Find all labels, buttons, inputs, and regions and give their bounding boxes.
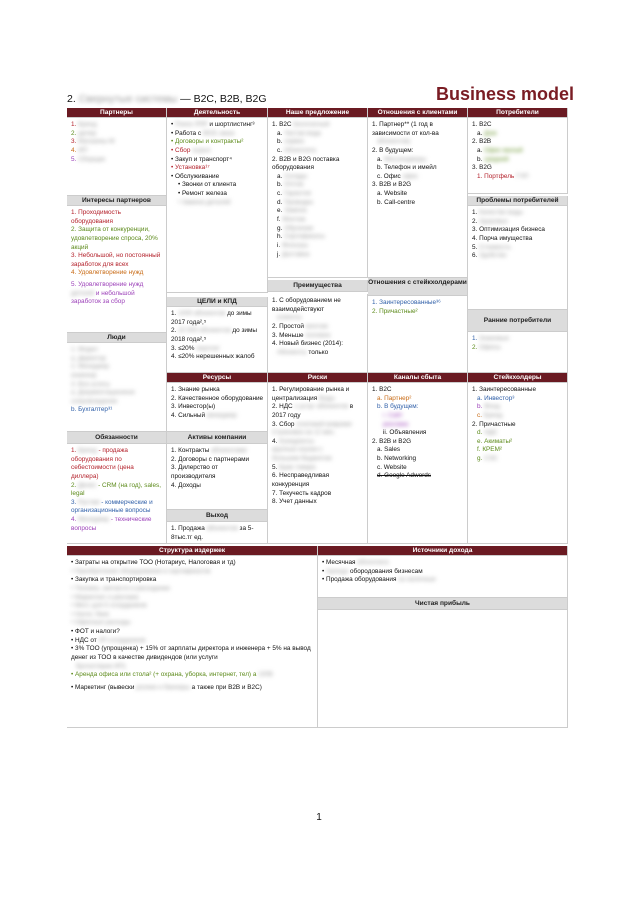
duties-header: Обязанности — [67, 432, 167, 444]
exit-list: 1. Продажа абонентов за 5-8тыс.тг ед. — [167, 522, 268, 544]
relation-2b: b. Телефон и имейл — [377, 164, 437, 172]
interest-5-detail: и небольшой заработок за сбор — [71, 289, 135, 306]
cost-7-detail: а также при B2B и B2C) — [191, 683, 262, 691]
value-2d: d. — [277, 198, 283, 206]
value-2: 2. B2B и B2G поставка оборудования — [272, 155, 340, 172]
risks-header: Риски — [268, 373, 368, 383]
stakeholders-header: Стейкхолдеры — [468, 373, 568, 383]
goal-2: до зимы 2018 года²,⁵ — [171, 327, 257, 343]
stakeholder-1: 1. Заинтересованные — [472, 386, 537, 393]
value-2e: e. — [277, 207, 283, 215]
resource-3: 3. Инвестор(ы) — [171, 403, 216, 411]
cost-3: ФОТ и налоги? — [75, 628, 120, 636]
revenue-header: Источники дохода — [318, 546, 568, 556]
revenue-3: Продажа оборудования — [326, 576, 397, 584]
interest-4: 4. Удовлетворение нужд — [71, 269, 144, 277]
risk-4: 4. — [272, 437, 278, 445]
problem-2: 2. — [472, 217, 478, 225]
value-2a: a. — [277, 172, 283, 180]
problem-4: 4. Порча имущества — [472, 234, 533, 242]
profit-body — [318, 610, 568, 728]
consumer-3-1: 1. Портфель — [477, 172, 515, 180]
stakeholder-1c: c. — [477, 411, 482, 419]
resources-header: Ресурсы — [167, 373, 268, 383]
risk-2: 2. НДС — [272, 403, 293, 411]
activity-1: и шортлистинг³ — [209, 121, 255, 128]
consumers-list: 1. B2C a. Дом 2. B2B a. Офис малый b. средний 3. B2G 1. Портфель ГЧП — [468, 118, 568, 194]
stakeholder-relations-header: Отношения с стейкхолдерами — [368, 278, 468, 296]
consumer-2b: b. — [477, 155, 483, 163]
stakeholder-1b: b. — [477, 403, 483, 411]
relation-3: 3. B2B и B2G — [372, 181, 412, 189]
people-list: 1. Модел a. Директор 2. Менеджер инженер 3. Все штаты a. Документационное сопровождение b. Бухгалтер³¹ — [67, 343, 167, 432]
relation-3b: b. Call-centre — [377, 198, 416, 206]
resource-1: 1. Знание рынка — [171, 386, 220, 393]
value-header: Наше предложение — [268, 108, 368, 118]
value-1a: a. — [277, 129, 283, 137]
advantage-2: 2. Простой — [272, 322, 304, 330]
stakeholder-relations-list — [368, 296, 468, 373]
partners-header: Партнеры — [67, 108, 167, 118]
value-2b: b. — [277, 181, 283, 189]
early-consumer-2: 2. — [472, 343, 478, 351]
activity-3: Договоры и контракты² — [175, 138, 244, 146]
accountant-item: b. Бухгалтер³¹ — [71, 406, 113, 414]
resource-2: 2. Качественное оборудование — [171, 394, 264, 402]
page-subtitle — [67, 93, 267, 105]
duty-1: - продажа оборудования по себестоимости (цена диллера) — [71, 447, 134, 480]
channel-1a: a. Партнер² — [377, 394, 412, 402]
risk-2-detail: в 2017 году — [272, 403, 354, 419]
activity-5: Закуп и транспорт⁴ — [175, 155, 232, 163]
stakeholder-2f: f. КРЕМ² — [477, 446, 503, 454]
cost-6: Аренда офиса или стола² (+ охрана, уборка, интернет, тел) a — [75, 671, 257, 679]
early-consumer-1: 1. — [472, 335, 478, 342]
activities-list: • Поиск ЛПР и шортлистинг³ • Работа с МСБ заказ • Договоры и контракты² • Сбор сырья • Закуп и транспорт⁴ • Установка¹⁷ • Обслуживание • Звонки от клиента • Ремонт железа • Замена деталей — [167, 118, 268, 293]
relation-2a: a. — [377, 155, 383, 163]
partner-5: 5. — [71, 155, 79, 163]
goal-1: до зимы 2017 года²,⁵ — [171, 310, 252, 326]
resources-list: 1. Знание рынка 2. Качественное оборудование 3. Инвестор(ы) 4. Сильный менеджер — [167, 383, 268, 432]
interest-2: 2. Защита от конкуренции, удовлетворение спроса, 20% акций — [71, 226, 158, 251]
stakeholder-2e: e. Акиматы² — [477, 437, 513, 445]
goal-3: 3. ≤20% — [171, 344, 195, 352]
advantage-3: 3. Меньше — [272, 331, 304, 339]
subtitle-blurred: Свернутые системы — [78, 93, 178, 105]
revenue-1: Месячная — [326, 559, 356, 566]
duty-4: - технические вопросы — [71, 516, 152, 532]
relation-2c: c. Офис — [377, 172, 401, 180]
value-1: 1. B2C — [272, 121, 292, 128]
channels-header: Каналы сбыта — [368, 373, 468, 383]
activity-4: Сбор — [175, 146, 191, 154]
advantages-header: Преимущества — [268, 280, 368, 292]
partners-list: 1. Бренд 2. дилер 3. Магазины М 4. ИП 5. Сборщик — [67, 118, 167, 196]
activity-6: Установка¹⁷ — [175, 164, 210, 172]
value-1c: c. — [277, 146, 282, 154]
partner-1: 1. — [71, 121, 79, 128]
cost-7: Маркетинг (вывески — [75, 683, 135, 691]
interest-1: 1. Проходимость оборудования — [71, 209, 121, 225]
consumer-1: 1. B2C — [472, 121, 492, 128]
duties-list: 1. Бренд - продажа оборудования по себестоимости (цена диллера) 2. Денис - CRM (на год), sales, legal 3. Рустам - коммерческие и организационные вопросы 4. Менеджер - технические вопросы — [67, 444, 167, 544]
costs-list: • Затраты на открытие ТОО (Нотариус, Налоговая и тд) • Приобретение оборудования и сертификатов • Закупка и транспортировка • Техника, запчасти и расходники • Маркетинг и реклама • Мест для 5 сотрудников • Налог, банк • Офисные расходы • ФОТ и налоги? • НДС от ЗП сотрудников • 3% ТОО (упрощенка) + 15% от зарплаты директора и инженера + 5% на вывод денег из ТОО в качестве дивидендов (или услуги бухгалтерии ИП) • Аренда офиса или стола² (+ охрана, уборка, интернет, тел) a 100$ • Маркетинг (вывески ролики и баннеры а также при B2B и B2C) — [67, 556, 318, 728]
risk-1: 1. Регулирование рынка и централизация — [272, 386, 350, 402]
asset-1: 1. Контракты — [171, 447, 210, 454]
channel-2: 2. B2B и B2G — [372, 437, 412, 445]
asset-4: 4. Доходы — [171, 481, 201, 489]
early-consumers-list: 1. Знакомые 2. Офисы — [468, 332, 568, 373]
partner-3: 3. — [71, 138, 79, 146]
value-list: 1. B2C Бесплатный a. Чистая вода b. сервис c. Абонплата 2. B2B и B2G поставка оборудования a. Склады b. Оптом c. Гарантия d. Проводка e. Замена f. Монтаж g. Обучение h. Сертификаты i. Фильтры j. Доставка — [268, 118, 368, 278]
value-2c: c. — [277, 190, 282, 198]
advantage-4: 4. Новый бизнес (2014): — [272, 340, 344, 348]
consumer-2a: a. — [477, 146, 483, 154]
channels-list: 1. B2C a. Партнер² b. В будущем: i. Сайт реклама ii. Объявления 2. B2B и B2G a. Sales b. Networking c. Website d. Google Adwords — [368, 383, 468, 544]
activity-7b: Ремонт железа — [182, 190, 227, 198]
early-consumers-header: Ранние потребители — [468, 310, 568, 332]
value-2i: i. — [277, 241, 281, 249]
value-2g: g. — [277, 224, 283, 232]
stakeholder-relation-2: 2. Причастные² — [372, 307, 418, 315]
risk-5: 5. — [272, 463, 278, 471]
consumer-problems-header: Проблемы потребителей — [468, 196, 568, 206]
consumer-2: 2. B2B — [472, 138, 492, 146]
cost-1: Затраты на открытие ТОО (Нотариус, Налоговая и тд) — [75, 559, 236, 566]
relation-2: 2. В будущем: — [372, 146, 414, 154]
channel-2c: c. Website — [377, 463, 407, 471]
advantage-4-detail: только — [308, 348, 329, 356]
asset-3: 3. Дилерство от производителя — [171, 464, 218, 480]
asset-2: 2. Договоры с партнерами — [171, 455, 250, 463]
risk-8: 8. Учет данных — [272, 498, 317, 506]
advantage-1: 1. С оборудованием не взаимодействуют — [272, 297, 341, 313]
revenue-list: • Месячная абонплата • Аренда обородования бизнесам • Продажа оборудования за наличные — [318, 556, 568, 598]
risks-list: 1. Регулирование рынка и централизация Воды 2. НДС с услуг абонентов в 2017 году 3. Сбор платежей вовремя Страховка на 12 мес. 4. Конкуренты крупные игроки с большим бюджетом 5. Брак товара 6. Неспрaведливая конкуренция 7. Текучесть кадров 8. Учет данных — [268, 383, 368, 544]
goal-4: 4. ≤20% нерешенных жалоб — [171, 353, 255, 361]
interest-5: 5. Удовлетворение нужд — [71, 281, 144, 289]
channel-1: 1. B2C — [372, 386, 392, 393]
assets-header: Активы компании — [167, 432, 268, 444]
partner-interests-list: 1. Проходимость оборудования 2. Защита от конкуренции, удовлетворение спроса, 20% акций 3. Небольшой, но постоянный заработок для всех 4. Удовлетворение нужд 5. Удовлетворение нужд детской и небольшой заработок за сбор — [67, 206, 167, 333]
value-2h: h. — [277, 233, 283, 241]
activity-7: Обслуживание — [175, 172, 220, 180]
subtitle-suffix: — B2C, B2B, B2G — [180, 93, 267, 105]
consumer-problems-list: 1. Качество воды 2. Здоровье 3. Оптимизация бизнеса 4. Порча имущества 5. Стоимость 6. Удобство — [468, 206, 568, 310]
revenue-2: обородования бизнесам — [349, 567, 423, 575]
people-header: Люди — [67, 333, 167, 343]
page-number: 1 — [316, 812, 322, 823]
stakeholder-relation-1: 1. Заинтересованные³⁶ — [372, 299, 441, 306]
subtitle-prefix: 2. — [67, 93, 76, 105]
goals-list: 1. 1000 абонентов до зимы 2017 года²,⁵ 2. 10 000 абонентов до зимы 2018 года²,⁵ 3. ≤20% неуплат 4. ≤20% нерешенных жалоб — [167, 307, 268, 373]
channel-2a: a. Sales — [377, 446, 401, 454]
exit-1-detail: за 5-8тыс.тг ед. — [171, 525, 254, 541]
risk-6: 6. Неспрaведливая конкуренция — [272, 472, 330, 489]
exit-header: Выход — [167, 510, 268, 522]
problem-5: 5. — [472, 243, 478, 251]
costs-header: Структура издержек — [67, 546, 318, 556]
value-2f: f. — [277, 216, 281, 224]
risk-3: 3. Сбор — [272, 420, 295, 428]
consumer-1a: a. — [477, 129, 483, 137]
interest-3: 3. Небольшой, но постоянный заработок для всех — [71, 252, 161, 268]
stakeholder-1a: a. Инвестор³ — [477, 394, 515, 402]
consumer-3: 3. B2G — [472, 164, 492, 172]
partner-4: 4. — [71, 146, 79, 154]
cost-5: 3% ТОО (упрощенка) + 15% от зарплаты директора и инженера + 5% на вывод денег из ТОО в качестве дивидендов (или услуги — [71, 645, 311, 662]
relation-3a: a. Website — [377, 190, 408, 198]
relations-list: 1. Партнер** (1 год в зависимости от кол-ва абонентов) 2. В будущем: a. Мессенджеры b. Телефон и имейл c. Офис офис 3. B2B и B2G a. Website b. Call-centre — [368, 118, 468, 278]
duty-2: - CRM (на год), sales, legal — [71, 481, 162, 498]
stakeholders-list: 1. Заинтересованные a. Инвестор³ b. Фонд c. Бренд 2. Причастные d. НДС e. Акиматы² f. КРЕМ² g. СЭС — [468, 383, 568, 544]
problem-1: 1. — [472, 209, 478, 216]
cost-2: Закупка и транспортировка — [75, 576, 157, 584]
advantages-list: 1. С оборудованием не взаимодействуют клиенты 2. Простой монтаж 3. Меньше поломок 4. Новый бизнес (2014): Абоненты только — [268, 294, 368, 373]
value-2j: j. — [277, 250, 281, 258]
goals-header: ЦЕЛИ и КПД — [167, 297, 268, 307]
problem-6: 6. — [472, 252, 478, 260]
partner-interests-header: Интересы партнеров — [67, 196, 167, 206]
profit-header: Чистая прибыль — [318, 598, 568, 610]
channel-1b-ii: ii. Объявления — [383, 429, 427, 437]
risk-7: 7. Текучесть кадров — [272, 489, 332, 497]
relation-1: 1. Партнер** (1 год в зависимости от кол-ва — [372, 121, 439, 137]
cost-4: НДС от — [75, 636, 97, 644]
stakeholder-2g: g. — [477, 455, 483, 463]
activity-7a: Звонки от клиента — [182, 181, 237, 189]
assets-list: 1. Контракты абонентами 2. Договоры с партнерами 3. Дилерство от производителя 4. Доходы — [167, 444, 268, 510]
channel-1b: b. В будущем: — [377, 403, 419, 411]
stakeholder-2: 2. Причастные — [472, 420, 516, 428]
consumers-header: Потребители — [468, 108, 568, 118]
page-title: Business model — [435, 84, 574, 104]
relations-header: Отношения с клиентами — [368, 108, 468, 118]
resource-4: 4. Сильный — [171, 411, 206, 419]
problem-3: 3. Оптимизация бизнеса — [472, 226, 545, 234]
value-1b: b. — [277, 138, 283, 146]
channel-2b: b. Networking — [377, 455, 417, 463]
activities-header: Деятельность — [167, 108, 268, 118]
duty-3: - коммерческие и организационные вопросы — [71, 498, 153, 515]
stakeholder-2d: d. — [477, 429, 483, 437]
activity-2: Работа с — [175, 129, 202, 137]
partner-2: 2. — [71, 129, 79, 137]
exit-1: 1. Продажа — [171, 525, 205, 532]
channel-2d: d. Google Adwords — [377, 472, 431, 480]
